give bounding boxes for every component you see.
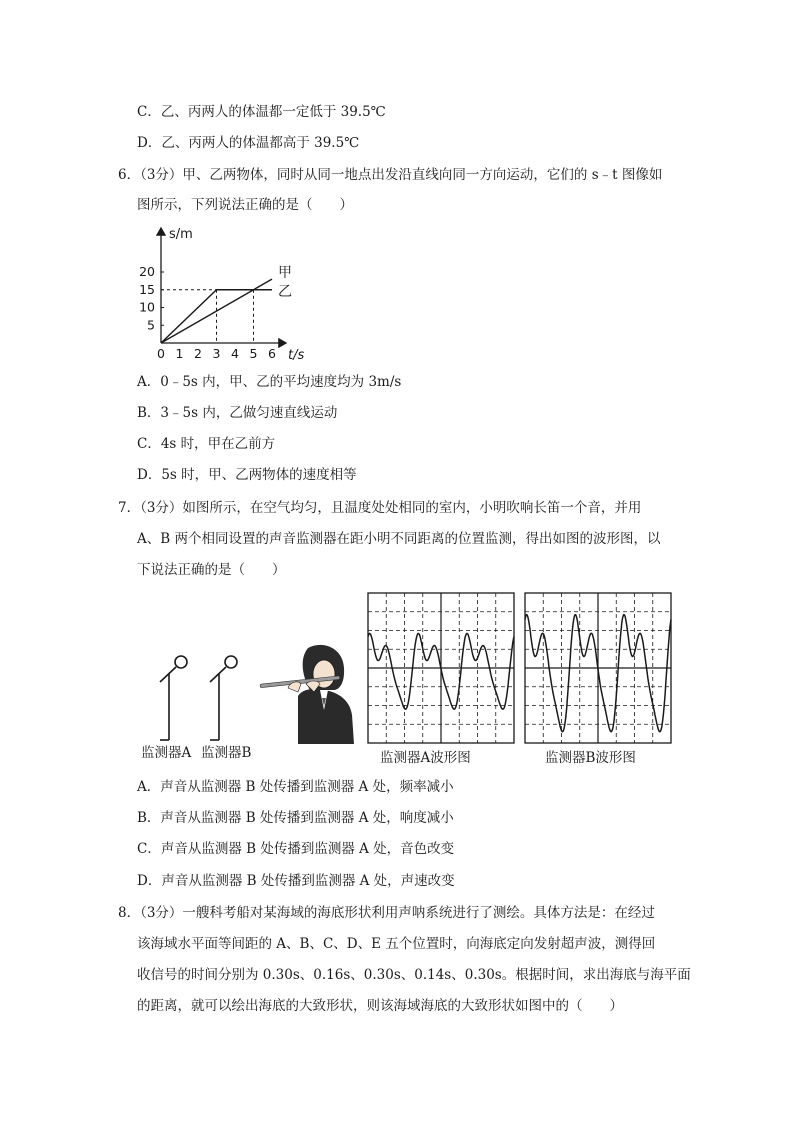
- x-tick-label: 1: [175, 346, 184, 361]
- q5-option-d: D．乙、丙两人的体温都高于 39.5℃: [137, 135, 360, 151]
- q8-line2: 该海域水平面等间距的 A、B、C、D、E 五个位置时，向海底定向发射超声波，测得回: [137, 936, 656, 952]
- q6-option-a: A．0﹣5s 内，甲、乙的平均速度均为 3m/s: [137, 374, 402, 390]
- q6-stem-line1: 6．（3分）甲、乙两物体，同时从同一地点出发沿直线向同一方向运动，它们的 s﹣t 图像如: [118, 167, 663, 183]
- q7-option-c: C．声音从监测器 B 处传播到监测器 A 处，音色改变: [137, 841, 455, 857]
- y-axis-label: s/m: [169, 227, 193, 242]
- st-graph: [136, 222, 326, 367]
- label-monitor-b: 监测器B: [201, 745, 252, 761]
- monitor-a-icon: [160, 656, 187, 740]
- y-tick-label: 15: [139, 281, 155, 297]
- q7-stem-line2: A、B 两个相同设置的声音监测器在距小明不同距离的位置监测，得出如图的波形图，以: [137, 531, 661, 547]
- q7-option-d: D．声音从监测器 B 处传播到监测器 A 处，声速改变: [137, 873, 455, 889]
- y-tick-label: 20: [139, 264, 155, 279]
- waveform-a-panel: [367, 592, 515, 744]
- x-tick-label: 3: [212, 346, 221, 361]
- x-tick-label: 4: [231, 346, 239, 361]
- q6-stem-line2: 图所示，下列说法正确的是（ ）: [137, 197, 353, 213]
- q7-stem-line3: 下说法正确的是（ ）: [137, 562, 286, 578]
- q5-option-c: C．乙、丙两人的体温都一定低于 39.5℃: [137, 104, 386, 120]
- q8-line3: 收信号的时间分别为 0.30s、0.16s、0.30s、0.14s、0.30s。根据时间，求出海底与海平面: [137, 967, 691, 983]
- y-tick-label: 10: [139, 299, 155, 315]
- label-wave-b: 监测器B波形图: [545, 750, 636, 766]
- x-tick-label: 6: [268, 346, 276, 361]
- y-tick-label: 5: [147, 317, 155, 333]
- x-tick-label: 2: [194, 346, 202, 361]
- q7-stem-line1: 7．（3分）如图所示，在空气均匀，且温度处处相同的室内，小明吹响长笛一个音，并用: [118, 500, 642, 516]
- q6-option-d: D．5s 时，甲、乙两物体的速度相等: [137, 467, 357, 483]
- q6-option-b: B．3﹣5s 内，乙做匀速直线运动: [137, 405, 338, 421]
- waveform-b-panel: [524, 592, 672, 744]
- q7-option-a: A．声音从监测器 B 处传播到监测器 A 处，频率减小: [137, 779, 454, 795]
- flute-player-image: [260, 645, 354, 744]
- series-label-jia: 甲: [278, 265, 292, 282]
- x-axis-label: t/s: [288, 348, 305, 363]
- q6-option-c: C．4s 时，甲在乙前方: [137, 436, 276, 452]
- label-wave-a: 监测器A波形图: [380, 750, 471, 766]
- q8-line4: 的距离，就可以绘出海底的大致形状，则该海域海底的大致形状如图中的（ ）: [137, 998, 623, 1014]
- label-monitor-a: 监测器A: [141, 745, 192, 761]
- q8-line1: 8．（3分）一艘科考船对某海域的海底形状利用声呐系统进行了测绘。具体方法是：在经过: [118, 905, 655, 921]
- x-tick-label: 5: [249, 346, 258, 361]
- x-tick-label: 0: [157, 346, 165, 361]
- series-label-yi: 乙: [278, 283, 292, 300]
- monitor-b-icon: [210, 656, 237, 740]
- q7-option-b: B．声音从监测器 B 处传播到监测器 A 处，响度减小: [137, 810, 454, 826]
